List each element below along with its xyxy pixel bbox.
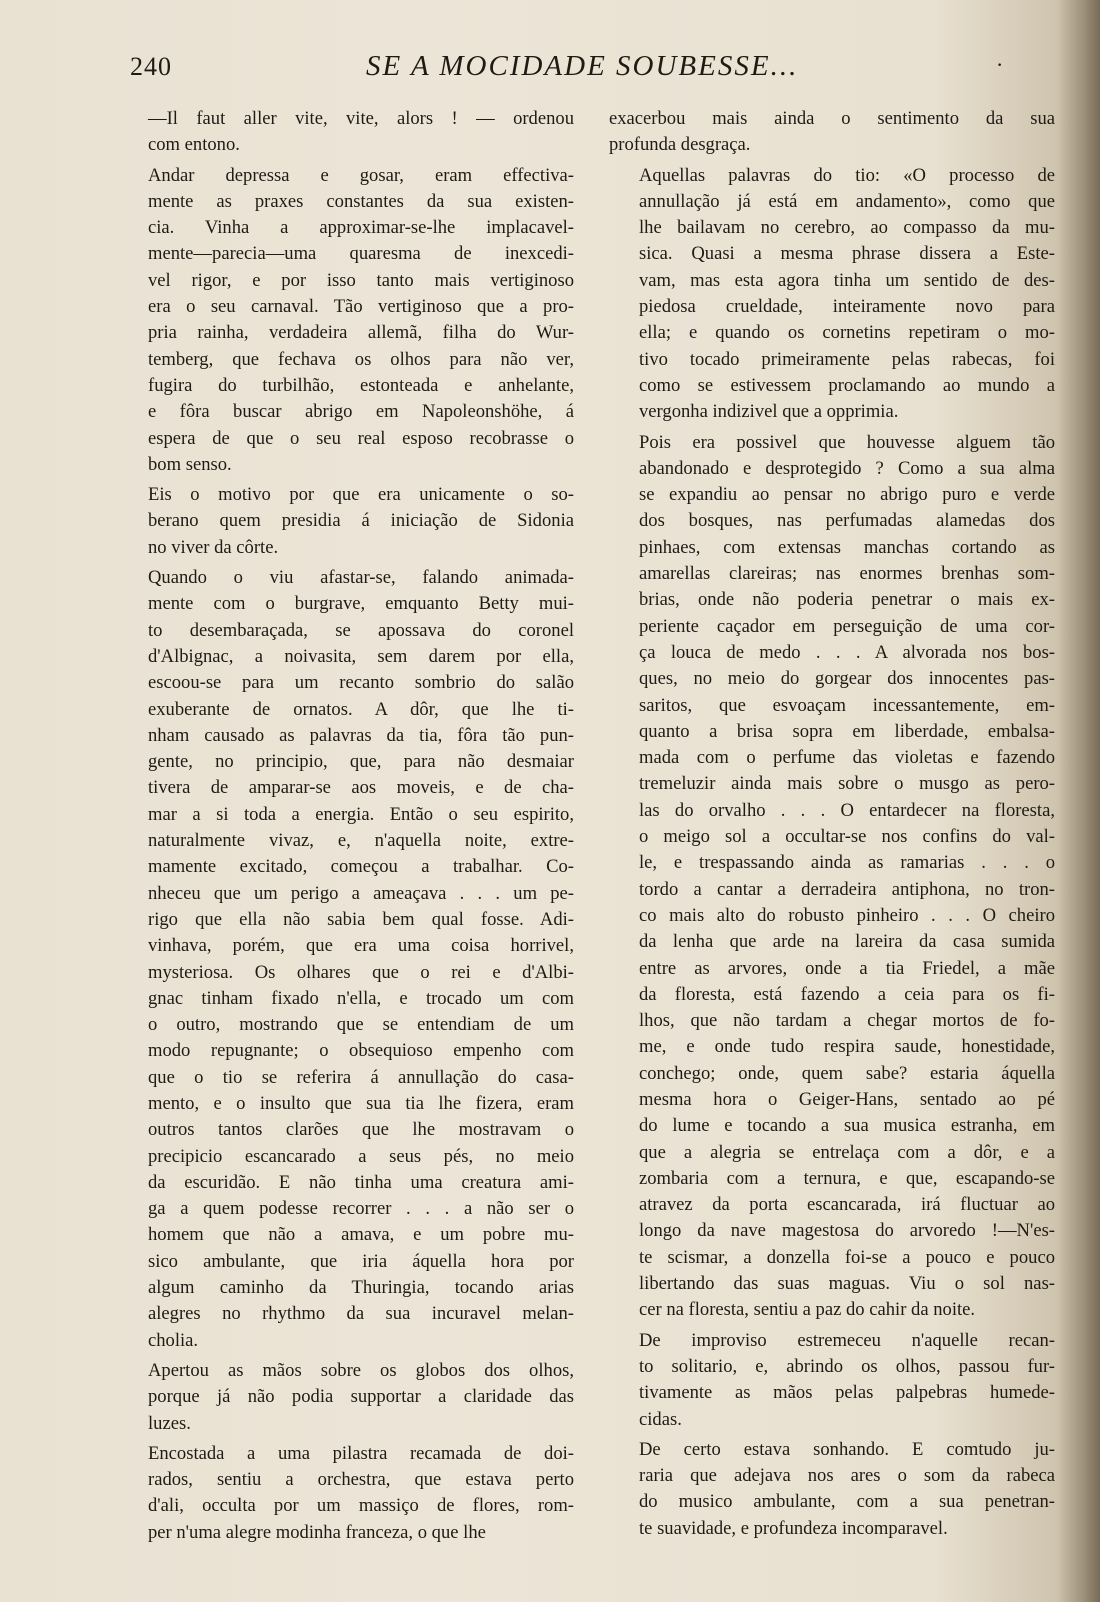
text-line: sico ambulante, que iria áquella hora por <box>148 1250 574 1272</box>
text-line: Andar depressa e gosar, eram effectiva- <box>148 164 574 186</box>
text-line: profunda desgraça. <box>609 134 751 156</box>
text-line: annullação já está em andamento», como que <box>639 190 1055 212</box>
paragraph <box>609 1437 1055 1542</box>
text-line: mesma hora o Geiger-Hans, sentado ao pé <box>639 1088 1055 1110</box>
text-line: to solitario, e, abrindo os olhos, passou fur- <box>639 1355 1055 1377</box>
text-line: te suavidade, e profundeza incomparavel. <box>639 1517 948 1539</box>
text-line: longo da nave magestosa do arvoredo !—N'es- <box>639 1220 1055 1242</box>
text-line: luzes. <box>148 1412 191 1434</box>
text-line: berano quem presidia á iniciação de Sidonia <box>148 510 574 532</box>
text-line: com entono. <box>148 134 240 156</box>
paragraph <box>609 430 1055 1324</box>
text-line: ella; e quando os cornetins repetiram o mo- <box>639 322 1055 344</box>
text-line: escoou-se para um recanto sombrio do salão <box>148 672 574 694</box>
text-line: libertando das suas maguas. Viu o sol nas- <box>639 1273 1055 1295</box>
text-line: mar a si toda a energia. Então o seu espirito, <box>148 803 574 825</box>
header-mark: · <box>996 52 1004 77</box>
paragraph <box>609 163 1055 426</box>
paragraph <box>118 1358 574 1437</box>
text-line: e fôra buscar abrigo em Napoleonshöhe, á <box>148 401 574 423</box>
text-line: cia. Vinha a approximar-se-lhe implacavel- <box>148 217 574 239</box>
text-line: Aquellas palavras do tio: «O processo de <box>639 164 1055 186</box>
text-line: le, e trespassando ainda as ramarias . . . o <box>639 852 1055 874</box>
text-line: rigo que ella não sabia bem qual fosse. Adi- <box>148 908 574 930</box>
page-number: 240 <box>130 52 172 81</box>
text-line: cidas. <box>639 1408 682 1430</box>
text-line: da floresta, está fazendo a ceia para os fi- <box>639 983 1055 1005</box>
text-line: modo repugnante; o obsequioso empenho com <box>148 1040 574 1062</box>
text-line: abandonado e desprotegido ? Como a sua alma <box>639 457 1055 479</box>
text-line: tivera de amparar-se aos moveis, e de cha- <box>148 777 574 799</box>
text-line: per n'uma alegre modinha franceza, o que lhe <box>148 1521 486 1543</box>
text-line: que o tio se referira á annullação do casa- <box>148 1066 574 1088</box>
text-line: raria que adejava nos ares o som da rabeca <box>639 1465 1055 1487</box>
text-line: piedosa crueldade, inteiramente novo para <box>639 296 1055 318</box>
text-line: periente caçador em perseguição de uma cor- <box>639 615 1055 637</box>
text-line: saritos, que esvoaçam incessantemente, em- <box>639 694 1055 716</box>
text-line: gnac tinham fixado n'ella, e trocado um com <box>148 987 574 1009</box>
text-line: exuberante de ornatos. A dôr, que lhe ti- <box>148 698 574 720</box>
text-line: se expandiu ao pensar no abrigo puro e verde <box>639 484 1055 506</box>
text-line: porque já não podia supportar a claridade das <box>148 1386 574 1408</box>
text-line: o meigo sol a occultar-se nos confins do val- <box>639 826 1055 848</box>
text-line: fugira do turbilhão, estonteada e anhelante, <box>148 374 574 396</box>
paragraph <box>118 482 574 561</box>
text-line: rados, sentiu a orchestra, que estava perto <box>148 1469 574 1491</box>
text-line: me, e onde tudo respira saude, honestidade, <box>639 1036 1055 1058</box>
text-line: Pois era possivel que houvesse alguem tão <box>639 431 1055 453</box>
text-line: exacerbou mais ainda o sentimento da sua <box>609 108 1055 129</box>
text-line: quanto a brisa sopra em liberdade, embalsa- <box>639 720 1055 742</box>
left-text-column <box>118 106 574 1546</box>
text-line: ga a quem podesse recorrer . . . a não ser o <box>148 1198 574 1220</box>
text-line: outros tantos clarões que lhe mostravam o <box>148 1119 574 1141</box>
text-line: algum caminho da Thuringia, tocando arias <box>148 1277 574 1299</box>
page-edge-shadow <box>1058 0 1100 1602</box>
text-line: zombaria com a ternura, e que, escapando-se <box>639 1167 1055 1189</box>
text-line: bom senso. <box>148 453 232 475</box>
text-line: Eis o motivo por que era unicamente o so- <box>148 484 574 506</box>
text-line: temberg, que fechava os olhos para não ver, <box>148 348 574 370</box>
paragraph <box>609 106 1055 159</box>
text-line: mente as praxes constantes da sua existen- <box>148 190 574 212</box>
text-line: pria rainha, verdadeira allemã, filha do Wur- <box>148 322 574 344</box>
text-line: De improviso estremeceu n'aquelle recan- <box>639 1329 1055 1351</box>
text-line: mente—parecia—uma quaresma de inexcedi- <box>148 243 574 265</box>
text-line: o outro, mostrando que se entendiam de um <box>148 1014 574 1036</box>
text-line: vel rigor, e por isso tanto mais vertiginoso <box>148 269 574 291</box>
text-line: sica. Quasi a mesma phrase dissera a Este- <box>639 243 1055 265</box>
text-line: pinhaes, com extensas manchas cortando as <box>639 536 1055 558</box>
text-line: lhe bailavam no cerebro, ao compasso da mu- <box>639 217 1055 239</box>
text-line: Apertou as mãos sobre os globos dos olhos, <box>148 1359 574 1381</box>
text-line: Quando o viu afastar-se, falando animada- <box>148 567 574 589</box>
text-line: mysteriosa. Os olhares que o rei e d'Albi- <box>148 961 574 983</box>
running-title: SE A MOCIDADE SOUBESSE... <box>366 50 799 82</box>
text-line: tordo a cantar a derradeira antiphona, no tron- <box>639 878 1055 900</box>
text-line: como se estivessem proclamando ao mundo a <box>639 374 1055 396</box>
text-line: mamente excitado, começou a trabalhar. Co- <box>148 856 574 878</box>
text-line: tremeluzir ainda mais sobre o musgo as pero- <box>639 773 1055 795</box>
text-line: entre as arvores, onde a tia Friedel, a mãe <box>639 957 1055 979</box>
paragraph <box>118 1441 574 1546</box>
text-line: nheceu que um perigo a ameaçava . . . um pe- <box>148 882 574 904</box>
text-line: precipicio escancarado a seus pés, no meio <box>148 1145 574 1167</box>
text-line: d'ali, occulta por um massiço de flores, rom- <box>148 1495 574 1517</box>
text-line: conchego; onde, quem sabe? estaria áquella <box>639 1062 1055 1084</box>
text-line: da escuridão. E não tinha uma creatura ami- <box>148 1171 574 1193</box>
text-line: naturalmente vivaz, e, n'aquella noite, extre- <box>148 830 574 852</box>
text-line: vam, mas esta agora tinha um sentido de des- <box>639 269 1055 291</box>
text-line: gente, no principio, que, para não desmaiar <box>148 751 574 773</box>
text-line: amarellas clareiras; nas enormes brenhas som- <box>639 563 1055 585</box>
text-line: nham causado as palavras da tia, fôra tão pun- <box>148 724 574 746</box>
paragraph <box>118 106 574 159</box>
text-line: do musico ambulante, com a sua penetran- <box>639 1491 1055 1513</box>
paragraph <box>609 1328 1055 1433</box>
text-line: espera de que o seu real esposo recobrasse o <box>148 427 574 449</box>
text-line: cer na floresta, sentiu a paz do cahir da noite. <box>639 1299 976 1321</box>
text-line: tivo tocado primeiramente pelas rabecas, foi <box>639 348 1055 370</box>
text-line: Encostada a uma pilastra recamada de doi- <box>148 1442 574 1464</box>
text-line: atravez da porta escancarada, irá fluctuar ao <box>639 1194 1055 1216</box>
text-line: te scismar, a donzella foi-se a pouco e pouco <box>639 1246 1055 1268</box>
text-line: De certo estava sonhando. E comtudo ju- <box>639 1438 1055 1460</box>
text-line: ques, no meio do gorgear dos innocentes pas- <box>639 668 1055 690</box>
text-line: dos bosques, nas perfumadas alamedas dos <box>639 510 1055 532</box>
text-line: cholia. <box>148 1329 199 1351</box>
text-line: lhos, que não tardam a chegar mortos de fo- <box>639 1010 1055 1032</box>
text-line: d'Albignac, a noivasita, sem darem por ella, <box>148 645 574 667</box>
text-line: mente com o burgrave, emquanto Betty mui- <box>148 593 574 615</box>
text-line: alegres no rhythmo da sua incuravel melan- <box>148 1303 574 1325</box>
paragraph <box>118 565 574 1354</box>
text-line: co mais alto do robusto pinheiro . . . O cheiro <box>639 904 1055 926</box>
text-line: mento, e o insulto que sua tia lhe fizera, eram <box>148 1092 574 1114</box>
text-line: brias, onde não poderia penetrar o mais ex- <box>639 589 1055 611</box>
text-line: las do orvalho . . . O entardecer na floresta, <box>639 799 1055 821</box>
text-line: era o seu carnaval. Tão vertiginoso que a pro- <box>148 296 574 318</box>
right-text-column <box>609 106 1055 1542</box>
text-line: da lenha que arde na lareira da casa sumida <box>639 931 1055 953</box>
text-line: vergonha indizivel que a opprimia. <box>639 401 899 423</box>
text-line: to desembaraçada, se apossava do coronel <box>148 619 574 641</box>
text-line: vinhava, porém, que era uma coisa horrivel, <box>148 935 574 957</box>
paragraph <box>118 163 574 479</box>
text-line: que a alegria se entrelaça com a dôr, e a <box>639 1141 1055 1163</box>
text-line: —Il faut aller vite, vite, alors ! — ordenou <box>148 108 574 129</box>
text-line: homem que não a amava, e um pobre mu- <box>148 1224 574 1246</box>
text-line: no viver da côrte. <box>148 536 279 558</box>
text-line: do lume e tocando a sua musica estranha, em <box>639 1115 1055 1137</box>
text-line: mada com o perfume das violetas e fazendo <box>639 747 1055 769</box>
text-line: tivamente as mãos pelas palpebras humede- <box>639 1382 1055 1404</box>
text-line: ça louca de medo . . . A alvorada nos bos- <box>639 641 1055 663</box>
